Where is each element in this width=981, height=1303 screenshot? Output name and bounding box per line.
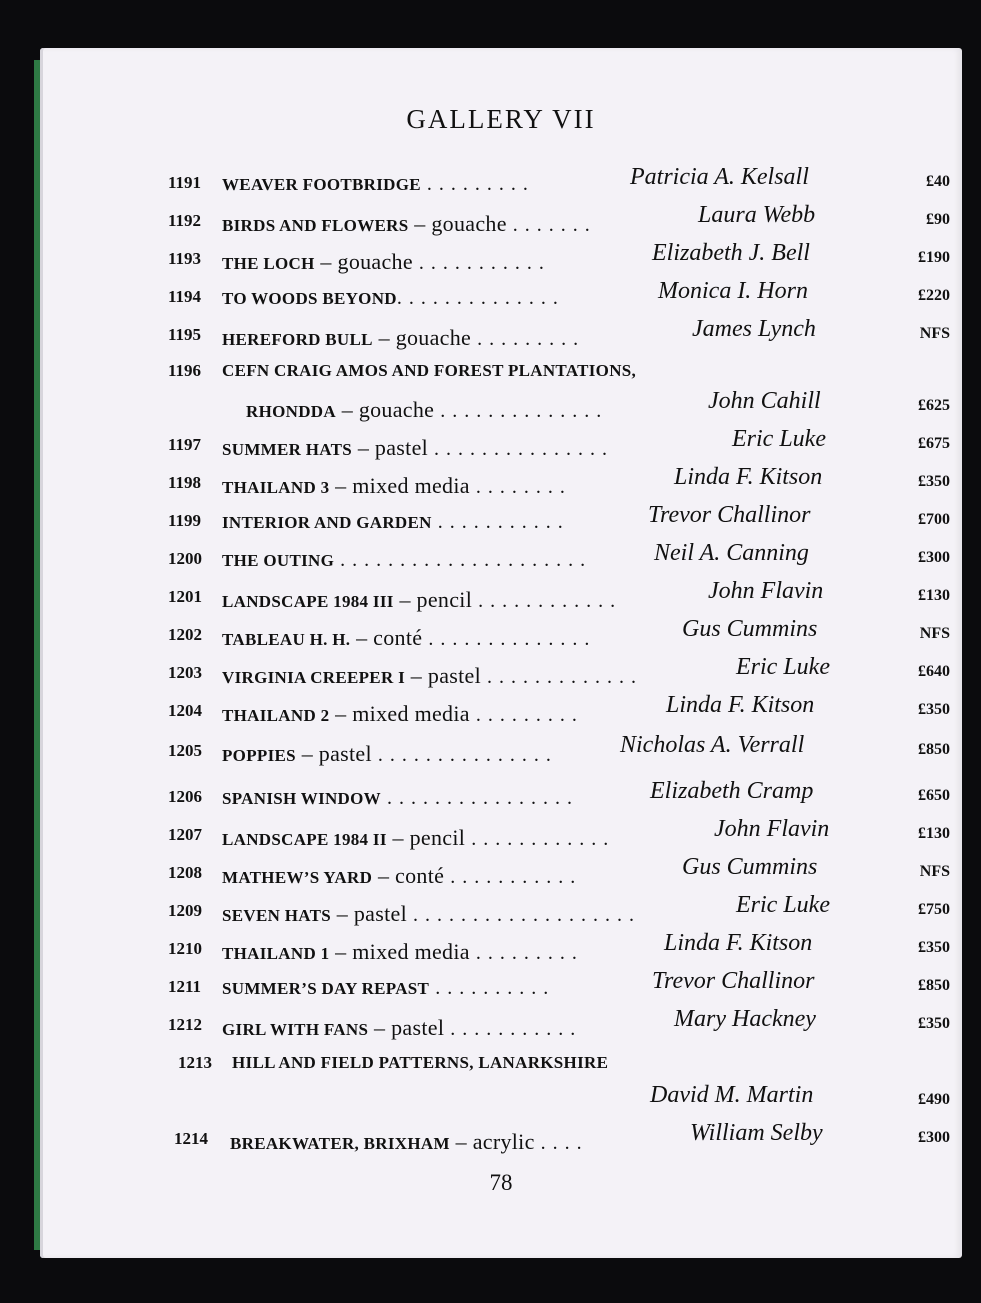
entry-artist: Eric Luke [732, 426, 826, 452]
entry-number: 1200 [168, 549, 202, 568]
entry-price: £90 [926, 211, 950, 228]
entry-number: 1197 [168, 435, 202, 454]
entry-price: £350 [918, 1015, 950, 1032]
catalogue-entry-1204 [40, 692, 962, 726]
entry-number: 1194 [168, 287, 202, 306]
entry-title: LANDSCAPE 1984 III – pencil . . . . . . . . . . . . [222, 587, 617, 612]
entry-number: 1202 [168, 625, 202, 644]
entry-artist: Trevor Challinor [652, 968, 815, 994]
entry-price: £220 [918, 287, 950, 304]
entry-artist: John Cahill [708, 388, 821, 414]
entry-title: THAILAND 2 – mixed media . . . . . . . . . [222, 701, 578, 726]
entry-price: £350 [918, 701, 950, 718]
entry-artist: John Flavin [708, 578, 824, 604]
catalogue-entry-1208 [40, 854, 962, 888]
entry-price: £40 [926, 173, 950, 190]
entry-price: NFS [919, 625, 950, 642]
entry-number: 1199 [168, 511, 202, 530]
entry-artist: Gus Cummins [682, 616, 818, 642]
entry-number: 1192 [168, 211, 202, 230]
entry-number: 1195 [168, 325, 202, 344]
entry-price: £750 [918, 901, 950, 918]
entry-title: BREAKWATER, BRIXHAM – acrylic . . . . [230, 1129, 583, 1154]
entry-price: £190 [918, 249, 950, 266]
entry-number: 1204 [168, 701, 202, 720]
catalogue-entry-1213-continued [40, 1082, 962, 1116]
catalogue-entry-1199 [40, 502, 962, 536]
entry-number: 1210 [168, 939, 202, 958]
entry-title: SEVEN HATS – pastel . . . . . . . . . . . . . . . . . . . [222, 901, 635, 926]
catalogue-entry-1200 [40, 540, 962, 574]
entry-artist: David M. Martin [650, 1082, 814, 1108]
entry-price: £850 [918, 977, 950, 994]
entry-artist: Nicholas A. Verrall [620, 732, 805, 758]
catalogue-entry-1214 [40, 1120, 962, 1154]
entry-price: £130 [918, 587, 950, 604]
entry-artist: Linda F. Kitson [674, 464, 823, 490]
entry-artist: Laura Webb [698, 202, 816, 228]
entry-title: LANDSCAPE 1984 II – pencil . . . . . . . . . . . . [222, 825, 610, 850]
entry-title: MATHEW’S YARD – conté . . . . . . . . . . . [222, 863, 577, 888]
entry-title: CEFN CRAIG AMOS AND FOREST PLANTATIONS, [222, 361, 637, 380]
entry-artist: Eric Luke [736, 654, 830, 680]
catalogue-entry-1212 [40, 1006, 962, 1040]
catalogue-entry-1201 [40, 578, 962, 612]
entry-price: £625 [918, 397, 950, 414]
catalogue-entry-1192 [40, 202, 962, 236]
entry-title: THE LOCH – gouache . . . . . . . . . . . [222, 249, 545, 274]
entry-artist: Neil A. Canning [654, 540, 809, 566]
catalogue-entry-1196-continued [40, 388, 962, 422]
entry-title: GIRL WITH FANS – pastel . . . . . . . . . . . [222, 1015, 577, 1040]
catalogue-page [40, 48, 962, 1258]
entry-title: BIRDS AND FLOWERS – gouache . . . . . . . [222, 211, 591, 236]
entry-artist: Mary Hackney [674, 1006, 816, 1032]
catalogue-entry-1206 [40, 778, 962, 812]
page-title: GALLERY VII [406, 104, 596, 134]
catalogue-entry-1194 [40, 278, 962, 312]
entry-title: SPANISH WINDOW . . . . . . . . . . . . . . . . [222, 787, 573, 809]
catalogue-entry-1209 [40, 892, 962, 926]
entry-number: 1191 [168, 173, 202, 192]
entry-number: 1198 [168, 473, 202, 492]
entry-number: 1201 [168, 587, 202, 606]
entry-artist: Patricia A. Kelsall [630, 164, 809, 190]
catalogue-entry-1193 [40, 240, 962, 274]
catalogue-entry-1191 [40, 164, 962, 198]
entry-title: HEREFORD BULL – gouache . . . . . . . . . [222, 325, 580, 350]
entry-title: WEAVER FOOTBRIDGE . . . . . . . . . [222, 173, 529, 195]
entry-title: POPPIES – pastel . . . . . . . . . . . . . . . [222, 741, 552, 766]
entry-title: SUMMER’S DAY REPAST . . . . . . . . . . [222, 977, 550, 999]
entry-number: 1212 [168, 1015, 202, 1034]
catalogue-entry-1211 [40, 968, 962, 1002]
entry-title: THAILAND 1 – mixed media . . . . . . . . . [222, 939, 578, 964]
catalogue-entry-1210 [40, 930, 962, 964]
entry-title: TABLEAU H. H. – conté . . . . . . . . . . . . . . [222, 625, 591, 650]
entry-title: THAILAND 3 – mixed media . . . . . . . . [222, 473, 566, 498]
catalogue-entry-1213 [40, 1044, 962, 1078]
entry-title: INTERIOR AND GARDEN . . . . . . . . . . . [222, 511, 564, 533]
entry-artist: Monica I. Horn [658, 278, 808, 304]
entry-artist: John Flavin [714, 816, 830, 842]
entry-artist: Linda F. Kitson [666, 692, 815, 718]
entry-artist: Trevor Challinor [648, 502, 811, 528]
entry-number: 1207 [168, 825, 202, 844]
entry-number: 1214 [174, 1129, 208, 1148]
entry-title: TO WOODS BEYOND. . . . . . . . . . . . . . [222, 287, 559, 309]
entry-price: £640 [918, 663, 950, 680]
catalogue-entry-1197 [40, 426, 962, 460]
entry-price: NFS [919, 325, 950, 342]
entry-artist: James Lynch [692, 316, 816, 342]
catalogue-entry-1202 [40, 616, 962, 650]
entry-price: £700 [918, 511, 950, 528]
entry-title: HILL AND FIELD PATTERNS, LANARKSHIRE [232, 1053, 609, 1072]
entry-artist: Elizabeth Cramp [650, 778, 814, 804]
entry-number: 1193 [168, 249, 202, 268]
entry-artist: William Selby [690, 1120, 823, 1146]
entry-number: 1196 [168, 361, 202, 380]
catalogue-entry-1195 [40, 316, 962, 350]
catalogue-entry-1196 [40, 352, 962, 386]
entry-price: £300 [918, 549, 950, 566]
catalogue-entry-1198 [40, 464, 962, 498]
catalogue-entry-1205 [40, 732, 962, 766]
entry-title: VIRGINIA CREEPER I – pastel . . . . . . . . . . . . . [222, 663, 638, 688]
entry-artist: Elizabeth J. Bell [652, 240, 810, 266]
page-number: 78 [489, 1170, 513, 1195]
entry-title: SUMMER HATS – pastel . . . . . . . . . . . . . . . [222, 435, 609, 460]
entry-price: £675 [918, 435, 950, 452]
entry-artist: Gus Cummins [682, 854, 818, 880]
entry-price: NFS [919, 863, 950, 880]
entry-price: £850 [918, 741, 950, 758]
entry-price: £350 [918, 473, 950, 490]
entry-artist: Eric Luke [736, 892, 830, 918]
entry-price: £490 [918, 1091, 950, 1108]
entry-price: £130 [918, 825, 950, 842]
entry-number: 1205 [168, 741, 202, 760]
entry-number: 1203 [168, 663, 202, 682]
entry-price: £350 [918, 939, 950, 956]
entry-number: 1213 [178, 1053, 212, 1072]
entry-price: £300 [918, 1129, 950, 1146]
entry-title: RHONDDA – gouache . . . . . . . . . . . . . . [246, 397, 603, 422]
entry-artist: Linda F. Kitson [664, 930, 813, 956]
entry-number: 1208 [168, 863, 202, 882]
entry-number: 1211 [168, 977, 202, 996]
entry-title: THE OUTING . . . . . . . . . . . . . . . . . . . . . [222, 549, 587, 571]
entry-price: £650 [918, 787, 950, 804]
entry-number: 1209 [168, 901, 202, 920]
entry-number: 1206 [168, 787, 202, 806]
catalogue-entry-1203 [40, 654, 962, 688]
catalogue-entry-1207 [40, 816, 962, 850]
